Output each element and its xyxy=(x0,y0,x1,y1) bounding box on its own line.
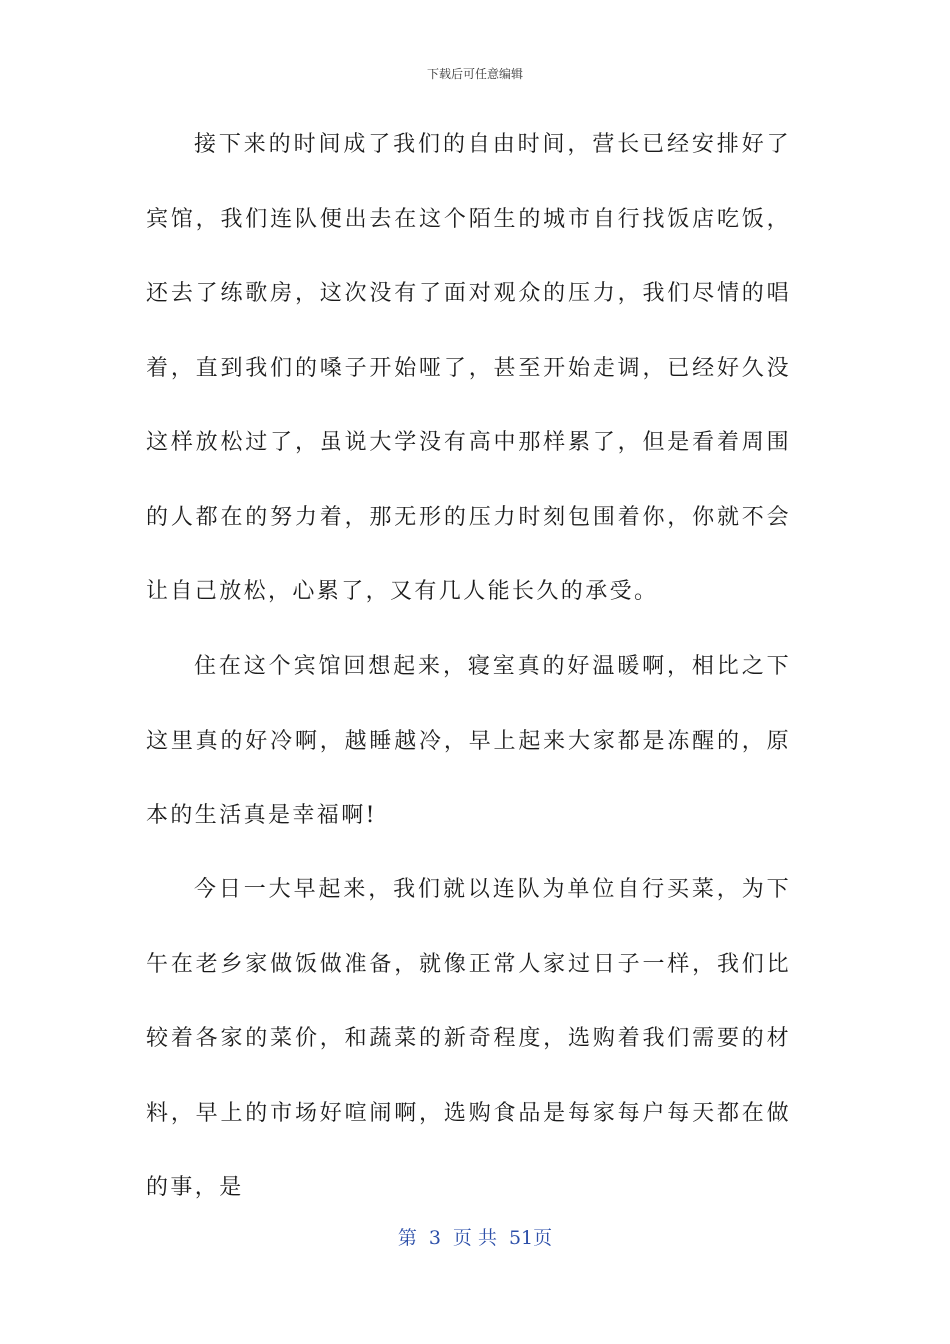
paragraph-3: 今日一大早起来，我们就以连队为单位自行买菜，为下午在老乡家做饭做准备，就像正常人家过日子一样，我们比较着各家的菜价，和蔬菜的新奇程度，选购着我们需要的材料，早上的市场好喧闹啊，选购食品是每家每户每天都在做的事，是 xyxy=(146,877,791,1200)
paragraph-2: 住在这个宾馆回想起来，寝室真的好温暖啊，相比之下这里真的好冷啊，越睡越冷，早上起来大家都是冻醒的，原本的生活真是幸福啊! xyxy=(146,654,791,828)
footer-page-number: 3 xyxy=(428,1227,441,1249)
footer-middle: 页 共 xyxy=(452,1227,497,1249)
page-header: 下载后可任意编辑 xyxy=(426,67,523,81)
footer-total-pages: 51 xyxy=(508,1227,534,1249)
page-footer xyxy=(0,1226,950,1250)
paragraph-1: 接下来的时间成了我们的自由时间，营长已经安排好了宾馆，我们连队便出去在这个陌生的城市自行找饭店吃饭，还去了练歌房，这次没有了面对观众的压力，我们尽情的唱着，直到我们的嗓子开始哑了，甚至开始走调，已经好久没这样放松过了，虽说大学没有高中那样累了，但是看着周围的人都在的努力着，那无形的压力时刻包围着你，你就不会让自己放松，心累了，又有几人能长久的承受。 xyxy=(146,132,791,604)
footer-suffix: 页 xyxy=(533,1227,553,1249)
footer-prefix: 第 xyxy=(397,1227,417,1249)
